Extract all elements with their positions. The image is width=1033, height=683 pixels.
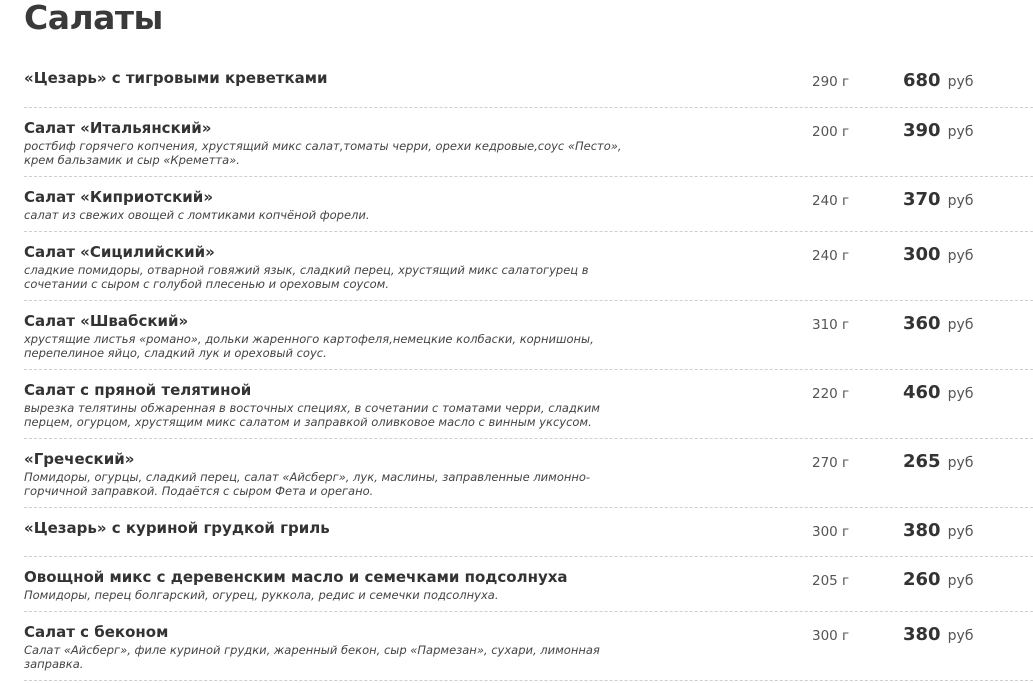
item-price — [903, 244, 973, 265]
price-unit: руб — [947, 248, 974, 264]
price-value: 390 — [903, 120, 941, 141]
item-price — [903, 189, 973, 210]
price-unit: руб — [947, 193, 974, 209]
page-title: Салаты — [24, 0, 163, 37]
menu-item — [24, 612, 1033, 681]
item-description: сладкие помидоры, отварной говяжий язык, сладкий перец, хрустящий микс салатогурец в сочетании с сыром с голубой плесенью и ореховым соусом. — [24, 263, 589, 291]
menu-item — [24, 301, 1033, 370]
price-value: 680 — [903, 70, 941, 91]
item-weight: 205 г — [812, 573, 850, 589]
item-name: Салат «Киприотский» — [24, 188, 214, 206]
price-unit: руб — [947, 455, 974, 471]
item-name: Салат с пряной телятиной — [24, 381, 252, 399]
item-price — [903, 382, 973, 403]
item-price — [903, 120, 973, 141]
item-name: «Греческий» — [24, 450, 135, 468]
item-weight: 300 г — [812, 628, 850, 644]
item-weight: 240 г — [812, 193, 850, 209]
menu-item — [24, 439, 1033, 508]
item-description: Помидоры, огурцы, сладкий перец, салат «Айсберг», лук, маслины, заправленные лимонно-горчичной заправкой. Подаётся с сыром Фета и орегано. — [24, 470, 591, 498]
menu-item — [24, 58, 1033, 108]
item-name: Салат «Итальянский» — [24, 119, 212, 137]
price-value: 380 — [903, 624, 941, 645]
price-unit: руб — [947, 628, 974, 644]
price-unit: руб — [947, 573, 974, 589]
item-name: «Цезарь» с куриной грудкой гриль — [24, 519, 330, 537]
menu-item — [24, 232, 1033, 301]
item-weight: 300 г — [812, 524, 850, 540]
menu-list — [24, 58, 1033, 681]
item-price — [903, 624, 973, 645]
price-unit: руб — [947, 124, 974, 140]
price-value: 360 — [903, 313, 941, 334]
item-weight: 240 г — [812, 248, 850, 264]
price-value: 370 — [903, 189, 941, 210]
item-name: Овощной микс с деревенским масло и семечками подсолнуха — [24, 568, 568, 586]
item-price — [903, 451, 973, 472]
item-name: Салат «Сицилийский» — [24, 243, 215, 261]
item-price — [903, 313, 973, 334]
item-name: «Цезарь» с тигровыми креветками — [24, 69, 328, 87]
item-price — [903, 520, 973, 541]
price-unit: руб — [947, 386, 974, 402]
menu-item — [24, 177, 1033, 232]
price-value: 300 — [903, 244, 941, 265]
item-weight: 220 г — [812, 386, 850, 402]
item-description: Салат «Айсберг», филе куриной грудки, жаренный бекон, сыр «Пармезан», сухари, лимонная заправка. — [24, 643, 600, 671]
item-weight: 310 г — [812, 317, 850, 333]
item-weight: 200 г — [812, 124, 850, 140]
price-value: 460 — [903, 382, 941, 403]
item-description: Помидоры, перец болгарский, огурец, руккола, редис и семечки подсолнуха. — [24, 588, 499, 602]
item-description: хрустящие листья «романо», дольки жаренного картофеля,немецкие колбаски, корнишоны, перепелиное яйцо, сладкий лук и ореховый соус. — [24, 332, 594, 360]
price-value: 265 — [903, 451, 941, 472]
item-name: Салат с беконом — [24, 623, 169, 641]
item-weight: 270 г — [812, 455, 850, 471]
item-price — [903, 569, 973, 590]
price-unit: руб — [947, 317, 974, 333]
item-description: вырезка телятины обжаренная в восточных специях, в сочетании с томатами черри, сладким перцем, огурцом, хрустящим микс салатом и заправкой оливковое масло с винным уксусом. — [24, 401, 600, 429]
item-name: Салат «Швабский» — [24, 312, 189, 330]
menu-item — [24, 557, 1033, 612]
item-weight: 290 г — [812, 74, 850, 90]
menu-item — [24, 508, 1033, 557]
menu-item — [24, 108, 1033, 177]
price-value: 380 — [903, 520, 941, 541]
item-description: салат из свежих овощей с ломтиками копчёной форели. — [24, 208, 370, 222]
price-unit: руб — [947, 74, 974, 90]
menu-item — [24, 370, 1033, 439]
price-unit: руб — [947, 524, 974, 540]
price-value: 260 — [903, 569, 941, 590]
item-price — [903, 70, 973, 91]
item-description: ростбиф горячего копчения, хрустящий микс салат,томаты черри, орехи кедровые,соус «Песто», крем бальзамик и сыр «Креметта». — [24, 139, 622, 167]
